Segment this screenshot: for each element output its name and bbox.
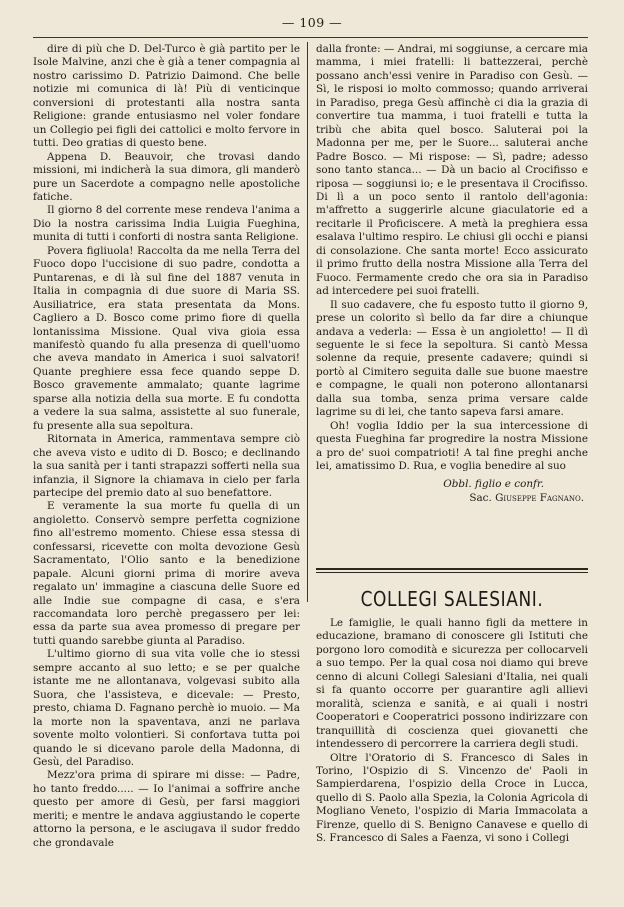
- paragraph: Oh! voglia Iddio per la sua intercessione di questa Fueghina far progredire la nostra Missione a pro de' suoi compatrioti! A tal fine preghi anche lei, amatissimo D. Rua, e voglia benedire al suo: [316, 419, 588, 473]
- paragraph: Ritornata in America, rammentava sempre ciò che aveva visto e udito di D. Bosco; e declinando la sua sanità per i tanti strapazzi sofferti nella sua infanzia, il Signore la chiamava in cielo per farla partecipe del premio dato al suo benefattore.: [33, 433, 300, 499]
- signature: [316, 477, 588, 505]
- right-column: [316, 43, 588, 505]
- signature-prefix: Sac.: [469, 491, 496, 504]
- paragraph: Povera figliuola! Raccolta da me nella Terra del Fuoco dopo l'uccisione di suo padre, condotta a Puntarenas, e di là sul fine del 1887 venuta in Italia in compagnia di due suore di Maria SS. Ausiliatrice, era stata presentata da Mons. Cagliero a D. Bosco come primo fiore di quella lontanissima Missione. Qual viva gioia essa manifestò quando fu alla presenza di quell'uomo che aveva mandato in America i suoi salvatori! Quante preghiere essa fece quando seppe D. Bosco gravemente ammalato; quante lagrime sparse alla notizia della sua morte. E fu condotta a vedere la sua salma, assistette al suo funerale, fu presente alla sua sepoltura.: [33, 244, 300, 432]
- header-rule: [33, 37, 588, 38]
- signature-name: [316, 491, 588, 505]
- column-divider: [307, 42, 308, 602]
- paragraph: L'ultimo giorno di sua vita volle che io stessi sempre accanto al suo letto; e se per qualche istante me ne allontanava, volgevasi subito alla Suora, che l'assisteva, e dicevale: — Presto, presto, chiama D. Fagnano perchè io muoio. — Ma la morte non la spaventava, anzi ne parlava sovente molto volontieri. Si confortava tutta poi quando le si dicevano parole della Madonna, di Gesù, del Paradiso.: [33, 648, 300, 769]
- signature-author: Giuseppe Fagnano.: [495, 491, 584, 504]
- paragraph: dire di più che D. Del-Turco è già partito per le Isole Malvine, anzi che è già a tener compagnia al nostro carissimo D. Patrizio Daimond. Che belle notizie mi comunica di là! Più di venticinque conversioni di protestanti alla nostra santa Religione: grande entusiasmo nel voler fondare un Collegio pei figli dei cattolici e molto fervore in tutti. Deo gratias di questo bene.: [33, 43, 300, 150]
- paragraph: Il suo cadavere, che fu esposto tutto il giorno 9, prese un colorito sì bello da far dire a chiunque andava a vederla: — Essa è un angioletto! — Il dì seguente le si fece la sepoltura. Si cantò Messa solenne da requie, presente cadavere; quindi si portò al Cimitero seguita dalle sue buone maestre e compagne, le quali non poterono allontanarsi dalla sua tomba, senza prima versare calde lagrime su di lei, che tanto sapeva farsi amare.: [316, 298, 588, 419]
- paragraph: E veramente la sua morte fu quella di un angioletto. Conservò sempre perfetta cognizione fino all'estremo momento. Chiese essa stessa di confessarsi, ricevette con molta devozione Gesù Sacramentato, l'Olio santo e la benedizione papale. Alcuni giorni prima di morire aveva regalato un' immagine a ciascuna delle Suore ed alle Indie sue compagne di casa, e s'era raccomandata loro perchè pregassero per lei: essa da parte sua avea promesso di pregare per tutti quando sarebbe giunta al Paradiso.: [33, 500, 300, 647]
- section-title: COLLEGI SALESIANI.: [360, 588, 544, 612]
- paragraph: Il giorno 8 del corrente mese rendeva l'anima a Dio la nostra carissima India Luigia Fueghina, munita di tutti i conforti di nostra santa Religione.: [33, 204, 300, 244]
- left-column: [33, 43, 300, 850]
- paragraph: dalla fronte: — Andrai, mi soggiunse, a cercare mia mamma, i miei fratelli: li battezzerai, perchè possano anch'essi venire in Paradiso con Gesù. — Sì, le risposi io molto commosso; quando arriverai in Paradiso, prega Gesù affinchè ci dia la grazia di convertire tua mamma, i tuoi fratelli e tutta la tribù che abita quel bosco. Saluterai poi la Madonna per me, per le Suore... saluterai anche Padre Bosco. — Mi rispose: — Sì, padre; adesso sono tanto stanca... — Dà un bacio al Crocifisso e riposa — soggiunsi io; e le presentava il Crocifisso. Di lì a un poco sento il rantolo dell'agonia: m'affretto a suggerirle alcune giaculatorie ed a recitarle il Proficiscere. A metà la preghiera essa esalava l'ultimo respiro. Le chiusi gli occhi e piansi di consolazione. Che santa morte! Ecco assicurato il primo frutto della nostra Missione alla Terra del Fuoco. Fermamente credo che ora sia in Paradiso ad intercedere pei suoi fratelli.: [316, 43, 588, 298]
- paragraph: Le famiglie, le quali hanno figli da mettere in educazione, bramano di conoscere gli Istituti che porgono loro comodità e sicurezza per collocarveli a suo tempo. Per la qual cosa noi diamo qui breve cenno di alcuni Collegi Salesiani d'Italia, nei quali si fa quanto occorre per guarantire agli allievi moralità, scienza e sanità, e ai quali i nostri Cooperatori e Cooperatrici possono indirizzare con tranquillità di coscienza quei giovanetti che intendessero di percorrere la carriera degli studi.: [316, 617, 588, 751]
- signature-closing: Obbl. figlio e confr.: [443, 477, 544, 490]
- paragraph: Oltre l'Oratorio di S. Francesco di Sales in Torino, l'Ospizio di S. Vincenzo de' Paoli in Sampierdarena, l'ospizio della Croce in Lucca, quello di S. Paolo alla Spezia, la Colonia Agricola di Mogliano Veneto, l'ospizio di Maria Immacolata a Firenze, quello di S. Benigno Canavese e quello di S. Francesco di Sales a Faenza, vi sono i Collegi: [316, 751, 588, 845]
- page-number: — 109 —: [281, 15, 343, 30]
- paragraph: Mezz'ora prima di spirare mi disse: — Padre, ho tanto freddo..... — Io l'animai a soffrire anche questo per amore di Gesù, per farsi maggiori meriti; e mentre le andava aggiustando le coperte attorno la persona, e le asciugava il sudor freddo che grondavale: [33, 769, 300, 849]
- section-body: [316, 617, 588, 846]
- section-separator: [316, 568, 588, 573]
- paragraph: Appena D. Beauvoir, che trovasi dando missioni, mi indicherà la sua dimora, gli manderò pure un Sacerdote a compagno nelle apostoliche fatiche.: [33, 150, 300, 203]
